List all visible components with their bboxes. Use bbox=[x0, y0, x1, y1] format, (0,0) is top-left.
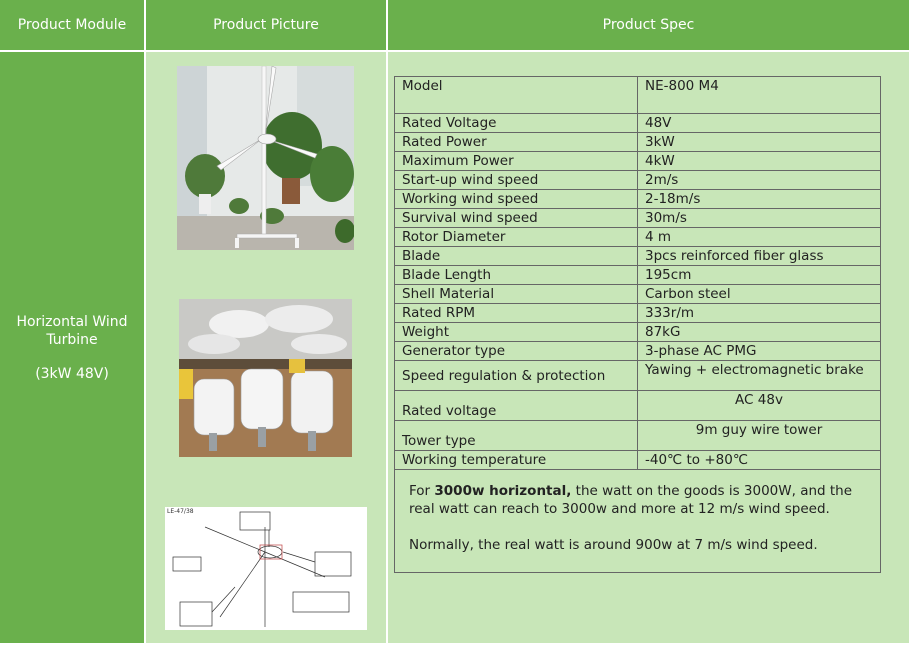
spec-value: 2-18m/s bbox=[638, 190, 881, 209]
spec-value: 87kG bbox=[638, 323, 881, 342]
note-prefix: For bbox=[409, 483, 435, 499]
note-rest: the watt on the goods is 3000W, and the real watt can reach to 3000w and more at 12 m/s wind speed. bbox=[409, 483, 853, 517]
spec-value: AC 48v bbox=[638, 391, 881, 421]
product-spec-cell bbox=[388, 52, 909, 643]
spec-table bbox=[394, 76, 881, 573]
spec-key: Rotor Diameter bbox=[395, 228, 638, 247]
spec-key: Rated voltage bbox=[395, 391, 638, 421]
table-row bbox=[395, 391, 881, 421]
table-row bbox=[395, 77, 881, 114]
spec-key: Maximum Power bbox=[395, 152, 638, 171]
table-row bbox=[395, 470, 881, 573]
table-row bbox=[395, 190, 881, 209]
table-row bbox=[395, 421, 881, 451]
generators-on-pallet-photo bbox=[179, 299, 352, 457]
spec-value: 3kW bbox=[638, 133, 881, 152]
table-row bbox=[395, 171, 881, 190]
spec-key: Rated Power bbox=[395, 133, 638, 152]
note-bold: 3000w horizontal, bbox=[434, 483, 572, 499]
note-paragraph-1 bbox=[409, 482, 866, 518]
product-module-cell bbox=[0, 52, 144, 643]
table-row bbox=[395, 323, 881, 342]
header-product-spec: Product Spec bbox=[388, 0, 909, 50]
turbine-photo bbox=[177, 66, 354, 250]
spec-key: Model bbox=[395, 77, 638, 114]
spec-value: -40℃ to +80℃ bbox=[638, 451, 881, 470]
turbine-diagram bbox=[165, 507, 367, 630]
spec-value: 48V bbox=[638, 114, 881, 133]
spec-key: Blade Length bbox=[395, 266, 638, 285]
spec-value: 333r/m bbox=[638, 304, 881, 323]
module-name-line1: Horizontal Wind bbox=[16, 313, 128, 330]
spec-value: Yawing + electromagnetic brake bbox=[638, 361, 881, 391]
spec-value: 195cm bbox=[638, 266, 881, 285]
table-row bbox=[395, 247, 881, 266]
spec-value: 3-phase AC PMG bbox=[638, 342, 881, 361]
note-paragraph-2: Normally, the real watt is around 900w at 7 m/s wind speed. bbox=[409, 537, 818, 553]
spec-value: 9m guy wire tower bbox=[638, 421, 881, 451]
spec-key: Start-up wind speed bbox=[395, 171, 638, 190]
spec-value: 4 m bbox=[638, 228, 881, 247]
note-cell bbox=[395, 470, 881, 573]
spec-key: Working temperature bbox=[395, 451, 638, 470]
table-row bbox=[395, 266, 881, 285]
module-rating: (3kW 48V) bbox=[35, 365, 109, 382]
spec-value: 30m/s bbox=[638, 209, 881, 228]
diagram-label: LE-47/38 bbox=[167, 508, 194, 515]
header-product-picture: Product Picture bbox=[146, 0, 386, 50]
spec-key: Working wind speed bbox=[395, 190, 638, 209]
table-row bbox=[395, 304, 881, 323]
table-row bbox=[395, 361, 881, 391]
product-picture-cell bbox=[146, 52, 386, 643]
spec-key: Weight bbox=[395, 323, 638, 342]
table-row bbox=[395, 285, 881, 304]
spec-key: Shell Material bbox=[395, 285, 638, 304]
table-row bbox=[395, 114, 881, 133]
spec-key: Generator type bbox=[395, 342, 638, 361]
spec-key: Survival wind speed bbox=[395, 209, 638, 228]
table-row bbox=[395, 342, 881, 361]
table-row bbox=[395, 228, 881, 247]
spec-value: NE-800 M4 bbox=[638, 77, 881, 114]
table-row bbox=[395, 152, 881, 171]
spec-value: Carbon steel bbox=[638, 285, 881, 304]
spec-value: 4kW bbox=[638, 152, 881, 171]
table-row bbox=[395, 451, 881, 470]
header-product-module: Product Module bbox=[0, 0, 144, 50]
spec-key: Tower type bbox=[395, 421, 638, 451]
spec-value: 3pcs reinforced fiber glass bbox=[638, 247, 881, 266]
module-name-line2: Turbine bbox=[46, 331, 98, 348]
spec-value: 2m/s bbox=[638, 171, 881, 190]
spec-key: Rated RPM bbox=[395, 304, 638, 323]
spec-key: Blade bbox=[395, 247, 638, 266]
table-row bbox=[395, 133, 881, 152]
table-row bbox=[395, 209, 881, 228]
spec-key: Rated Voltage bbox=[395, 114, 638, 133]
spec-key: Speed regulation & protection bbox=[395, 361, 638, 391]
